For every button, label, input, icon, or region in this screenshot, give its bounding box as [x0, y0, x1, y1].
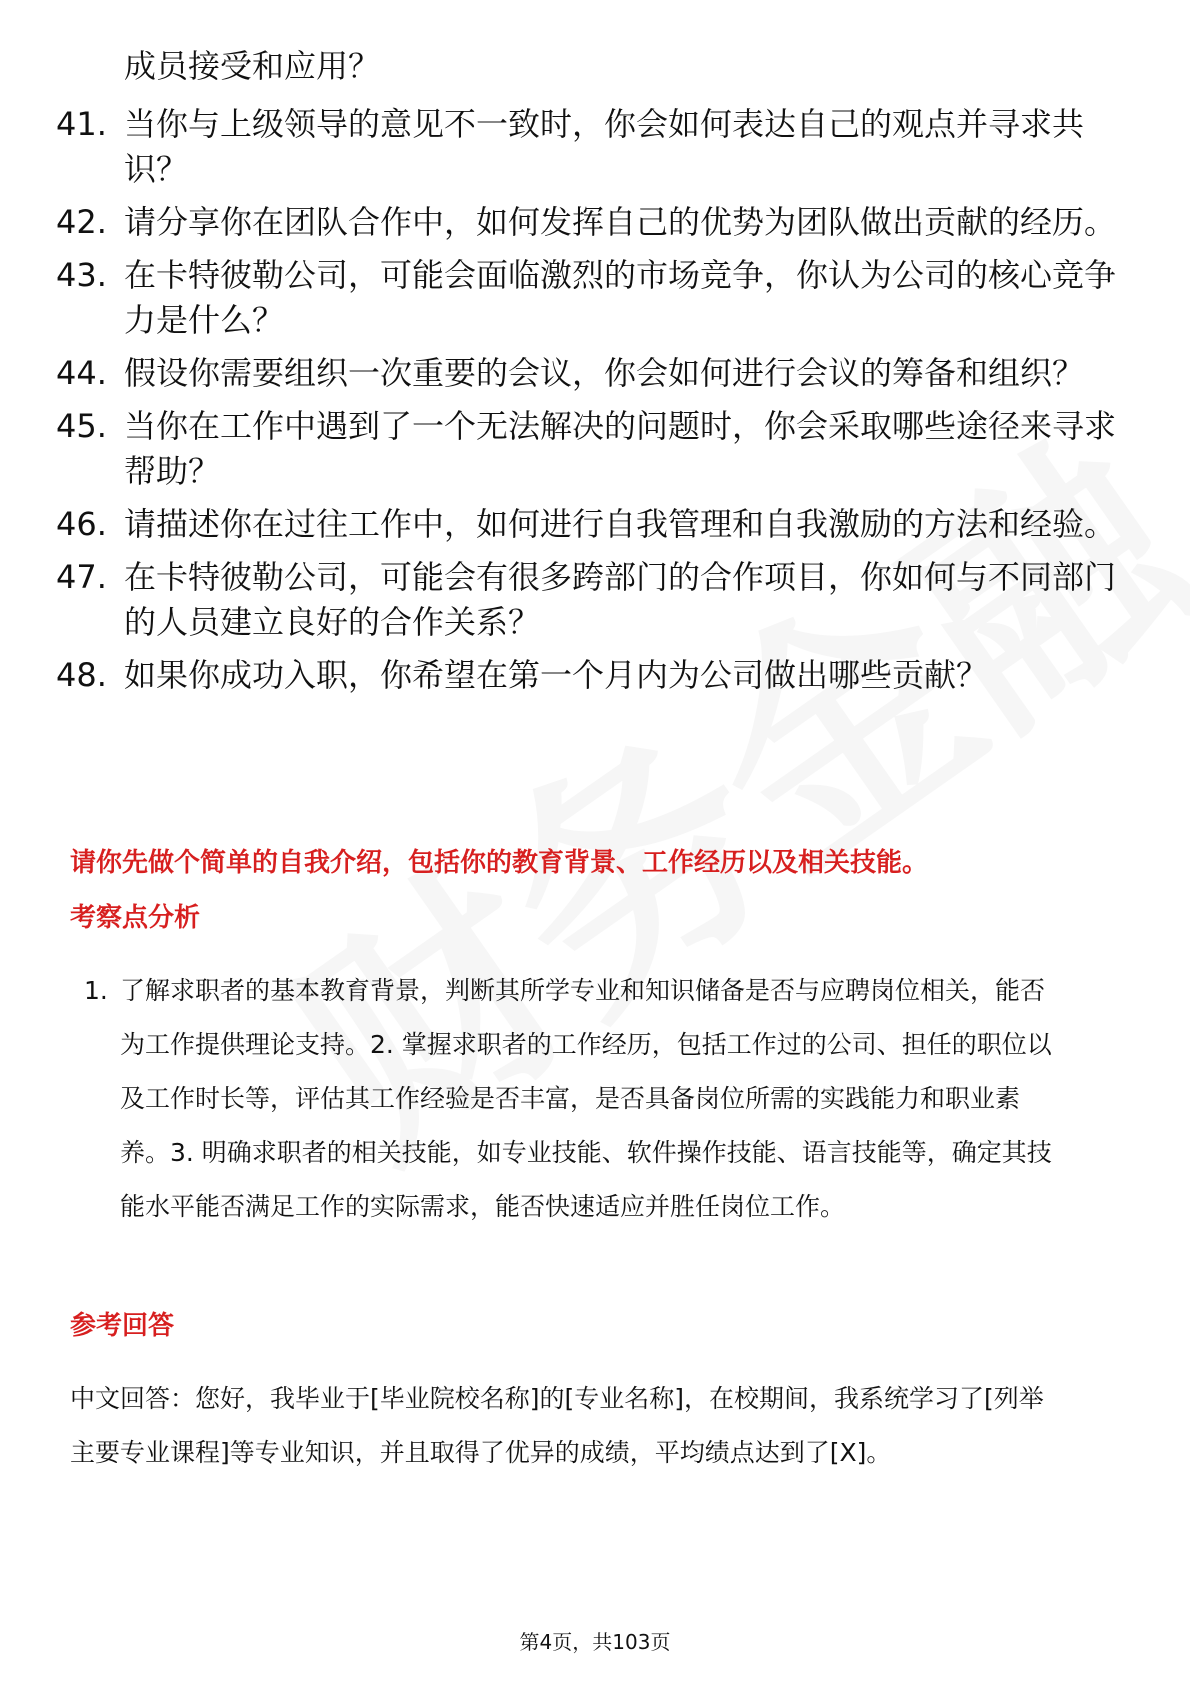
analysis-heading: 考察点分析 — [70, 903, 201, 933]
question-item — [56, 653, 1136, 698]
question-number: 46. — [56, 505, 107, 543]
analysis-list-item — [84, 964, 1054, 1234]
question-number: 48. — [56, 656, 107, 694]
question-text: 在卡特彼勒公司，可能会有很多跨部门的合作项目，你如何与不同部门的人员建立良好的合作关系？ — [124, 558, 1117, 641]
question-number: 41. — [56, 105, 107, 143]
question-item — [56, 200, 1136, 245]
question-item — [56, 253, 1136, 343]
main-question-heading: 请你先做个简单的自我介绍，包括你的教育背景、工作经历以及相关技能。 — [70, 848, 929, 878]
question-item — [56, 502, 1136, 547]
question-item — [56, 102, 1136, 192]
question-number: 44. — [56, 354, 107, 392]
question-number: 42. — [56, 203, 107, 241]
question-continuation: 成员接受和应用？ — [124, 47, 381, 85]
analysis-number: 1. — [84, 976, 108, 1005]
question-list — [56, 44, 1136, 704]
question-text: 在卡特彼勒公司，可能会面临激烈的市场竞争，你认为公司的核心竞争力是什么？ — [124, 256, 1117, 339]
question-text: 请分享你在团队合作中，如何发挥自己的优势为团队做出贡献的经历。 — [124, 203, 1117, 241]
question-item — [56, 555, 1136, 645]
question-text: 当你在工作中遇到了一个无法解决的问题时，你会采取哪些途径来寻求帮助？ — [124, 407, 1117, 490]
question-item — [56, 404, 1136, 494]
reference-heading: 参考回答 — [70, 1311, 175, 1341]
page-footer: 第4页，共103页 — [519, 1630, 671, 1654]
analysis-text: 了解求职者的基本教育背景，判断其所学专业和知识储备是否与应聘岗位相关，能否为工作提供理论支持。2. 掌握求职者的工作经历，包括工作过的公司、担任的职位以及工作时长等，评估其工作经验是否丰富，是否具备岗位所需的实践能力和职业素养。3. 明确求职者的相关技能，如专业技能、软件操作技能、语言技能等，确定其技能水平能否满足工作的实际需求，能否快速适应并胜任岗位工作。 — [120, 976, 1052, 1221]
reference-answer-text: 中文回答：您好，我毕业于[毕业院校名称]的[专业名称]，在校期间，我系统学习了[列举主要专业课程]等专业知识，并且取得了优异的成绩，平均绩点达到了[X]。 — [70, 1384, 1044, 1467]
question-text: 如果你成功入职，你希望在第一个月内为公司做出哪些贡献？ — [124, 656, 989, 694]
question-text: 请描述你在过往工作中，如何进行自我管理和自我激励的方法和经验。 — [124, 505, 1117, 543]
question-text: 假设你需要组织一次重要的会议，你会如何进行会议的筹备和组织？ — [124, 354, 1085, 392]
question-number: 47. — [56, 558, 107, 596]
question-text: 当你与上级领导的意见不一致时，你会如何表达自己的观点并寻求共识？ — [124, 105, 1085, 188]
question-number: 45. — [56, 407, 107, 445]
question-number: 43. — [56, 256, 107, 294]
question-item — [56, 351, 1136, 396]
